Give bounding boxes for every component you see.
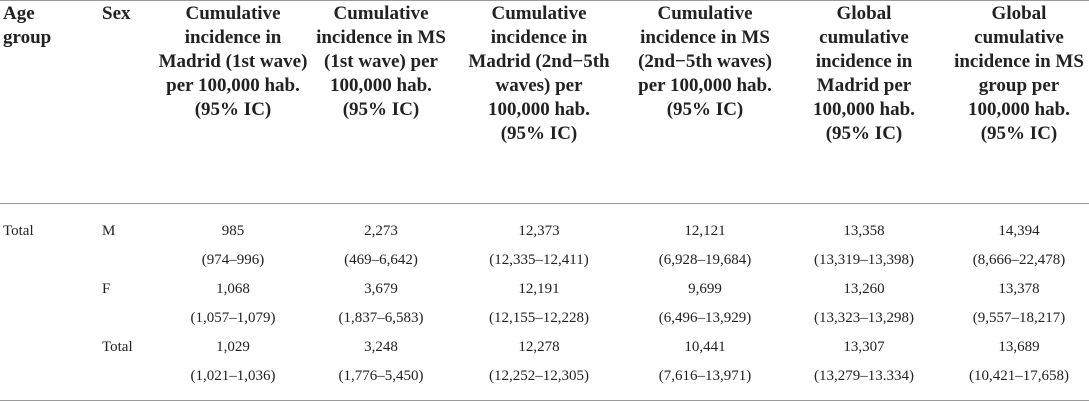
table-header-rule bbox=[0, 203, 1089, 204]
header-ms-2nd-5th-waves: Cumulative incidence in MS (2nd−5th waves) per 100,000 hab. (95% IC) bbox=[638, 3, 772, 120]
ci-cell: (13,319–13,398) bbox=[814, 252, 914, 268]
value-cell: 2,273 bbox=[364, 223, 398, 239]
ci-cell: (13,323–13,298) bbox=[814, 310, 914, 326]
value-cell: 10,441 bbox=[684, 339, 726, 355]
ci-cell: (1,021–1,036) bbox=[190, 368, 276, 384]
value-cell: 12,278 bbox=[518, 339, 560, 355]
header-global-ms: Global cumulative incidence in MS group per 100,000 hab. (95% IC) bbox=[954, 3, 1084, 144]
ci-cell: (9,557–18,217) bbox=[972, 310, 1066, 326]
sex-cell: Total bbox=[102, 339, 133, 355]
ci-cell: (1,057–1,079) bbox=[190, 310, 276, 326]
age-group-cell: Total bbox=[3, 223, 34, 239]
value-cell: 1,029 bbox=[216, 339, 250, 355]
value-cell: 3,679 bbox=[364, 281, 398, 297]
ci-cell: (974–996) bbox=[201, 252, 265, 268]
ci-cell: (6,496–13,929) bbox=[658, 310, 752, 326]
ci-cell: (6,928–19,684) bbox=[658, 252, 752, 268]
sex-cell: F bbox=[102, 281, 111, 297]
value-cell: 14,394 bbox=[998, 223, 1040, 239]
ci-cell: (13,279–13.334) bbox=[814, 368, 914, 384]
value-cell: 9,699 bbox=[688, 281, 722, 297]
value-cell: 12,121 bbox=[684, 223, 726, 239]
ci-cell: (7,616–13,971) bbox=[658, 368, 752, 384]
ci-cell: (12,252–12,305) bbox=[489, 368, 589, 384]
value-cell: 13,260 bbox=[843, 281, 885, 297]
ci-cell: (469–6,642) bbox=[344, 252, 418, 268]
ci-cell: (12,335–12,411) bbox=[489, 252, 589, 268]
ci-cell: (10,421–17,658) bbox=[969, 368, 1069, 384]
value-cell: 12,191 bbox=[518, 281, 560, 297]
ci-cell: (1,776–5,450) bbox=[338, 368, 424, 384]
header-age-group: Age group bbox=[3, 3, 52, 48]
header-global-madrid: Global cumulative incidence in Madrid per 100,000 hab. (95% IC) bbox=[813, 3, 915, 144]
value-cell: 12,373 bbox=[518, 223, 560, 239]
ci-cell: (8,666–22,478) bbox=[972, 252, 1066, 268]
sex-cell: M bbox=[102, 223, 116, 239]
value-cell: 13,358 bbox=[843, 223, 885, 239]
value-cell: 13,378 bbox=[998, 281, 1040, 297]
value-cell: 3,248 bbox=[364, 339, 398, 355]
value-cell: 13,689 bbox=[998, 339, 1040, 355]
value-cell: 985 bbox=[221, 223, 245, 239]
value-cell: 13,307 bbox=[843, 339, 885, 355]
header-madrid-2nd-5th-waves: Cumulative incidence in Madrid (2nd−5th waves) per 100,000 hab. (95% IC) bbox=[468, 3, 610, 144]
ci-cell: (1,837–6,583) bbox=[338, 310, 424, 326]
ci-cell: (12,155–12,228) bbox=[489, 310, 589, 326]
header-sex: Sex bbox=[102, 3, 131, 24]
value-cell: 1,068 bbox=[216, 281, 250, 297]
header-ms-1st-wave: Cumulative incidence in MS (1st wave) per 100,000 hab. (95% IC) bbox=[316, 3, 446, 120]
header-madrid-1st-wave: Cumulative incidence in Madrid (1st wave) per 100,000 hab. (95% IC) bbox=[158, 3, 308, 120]
